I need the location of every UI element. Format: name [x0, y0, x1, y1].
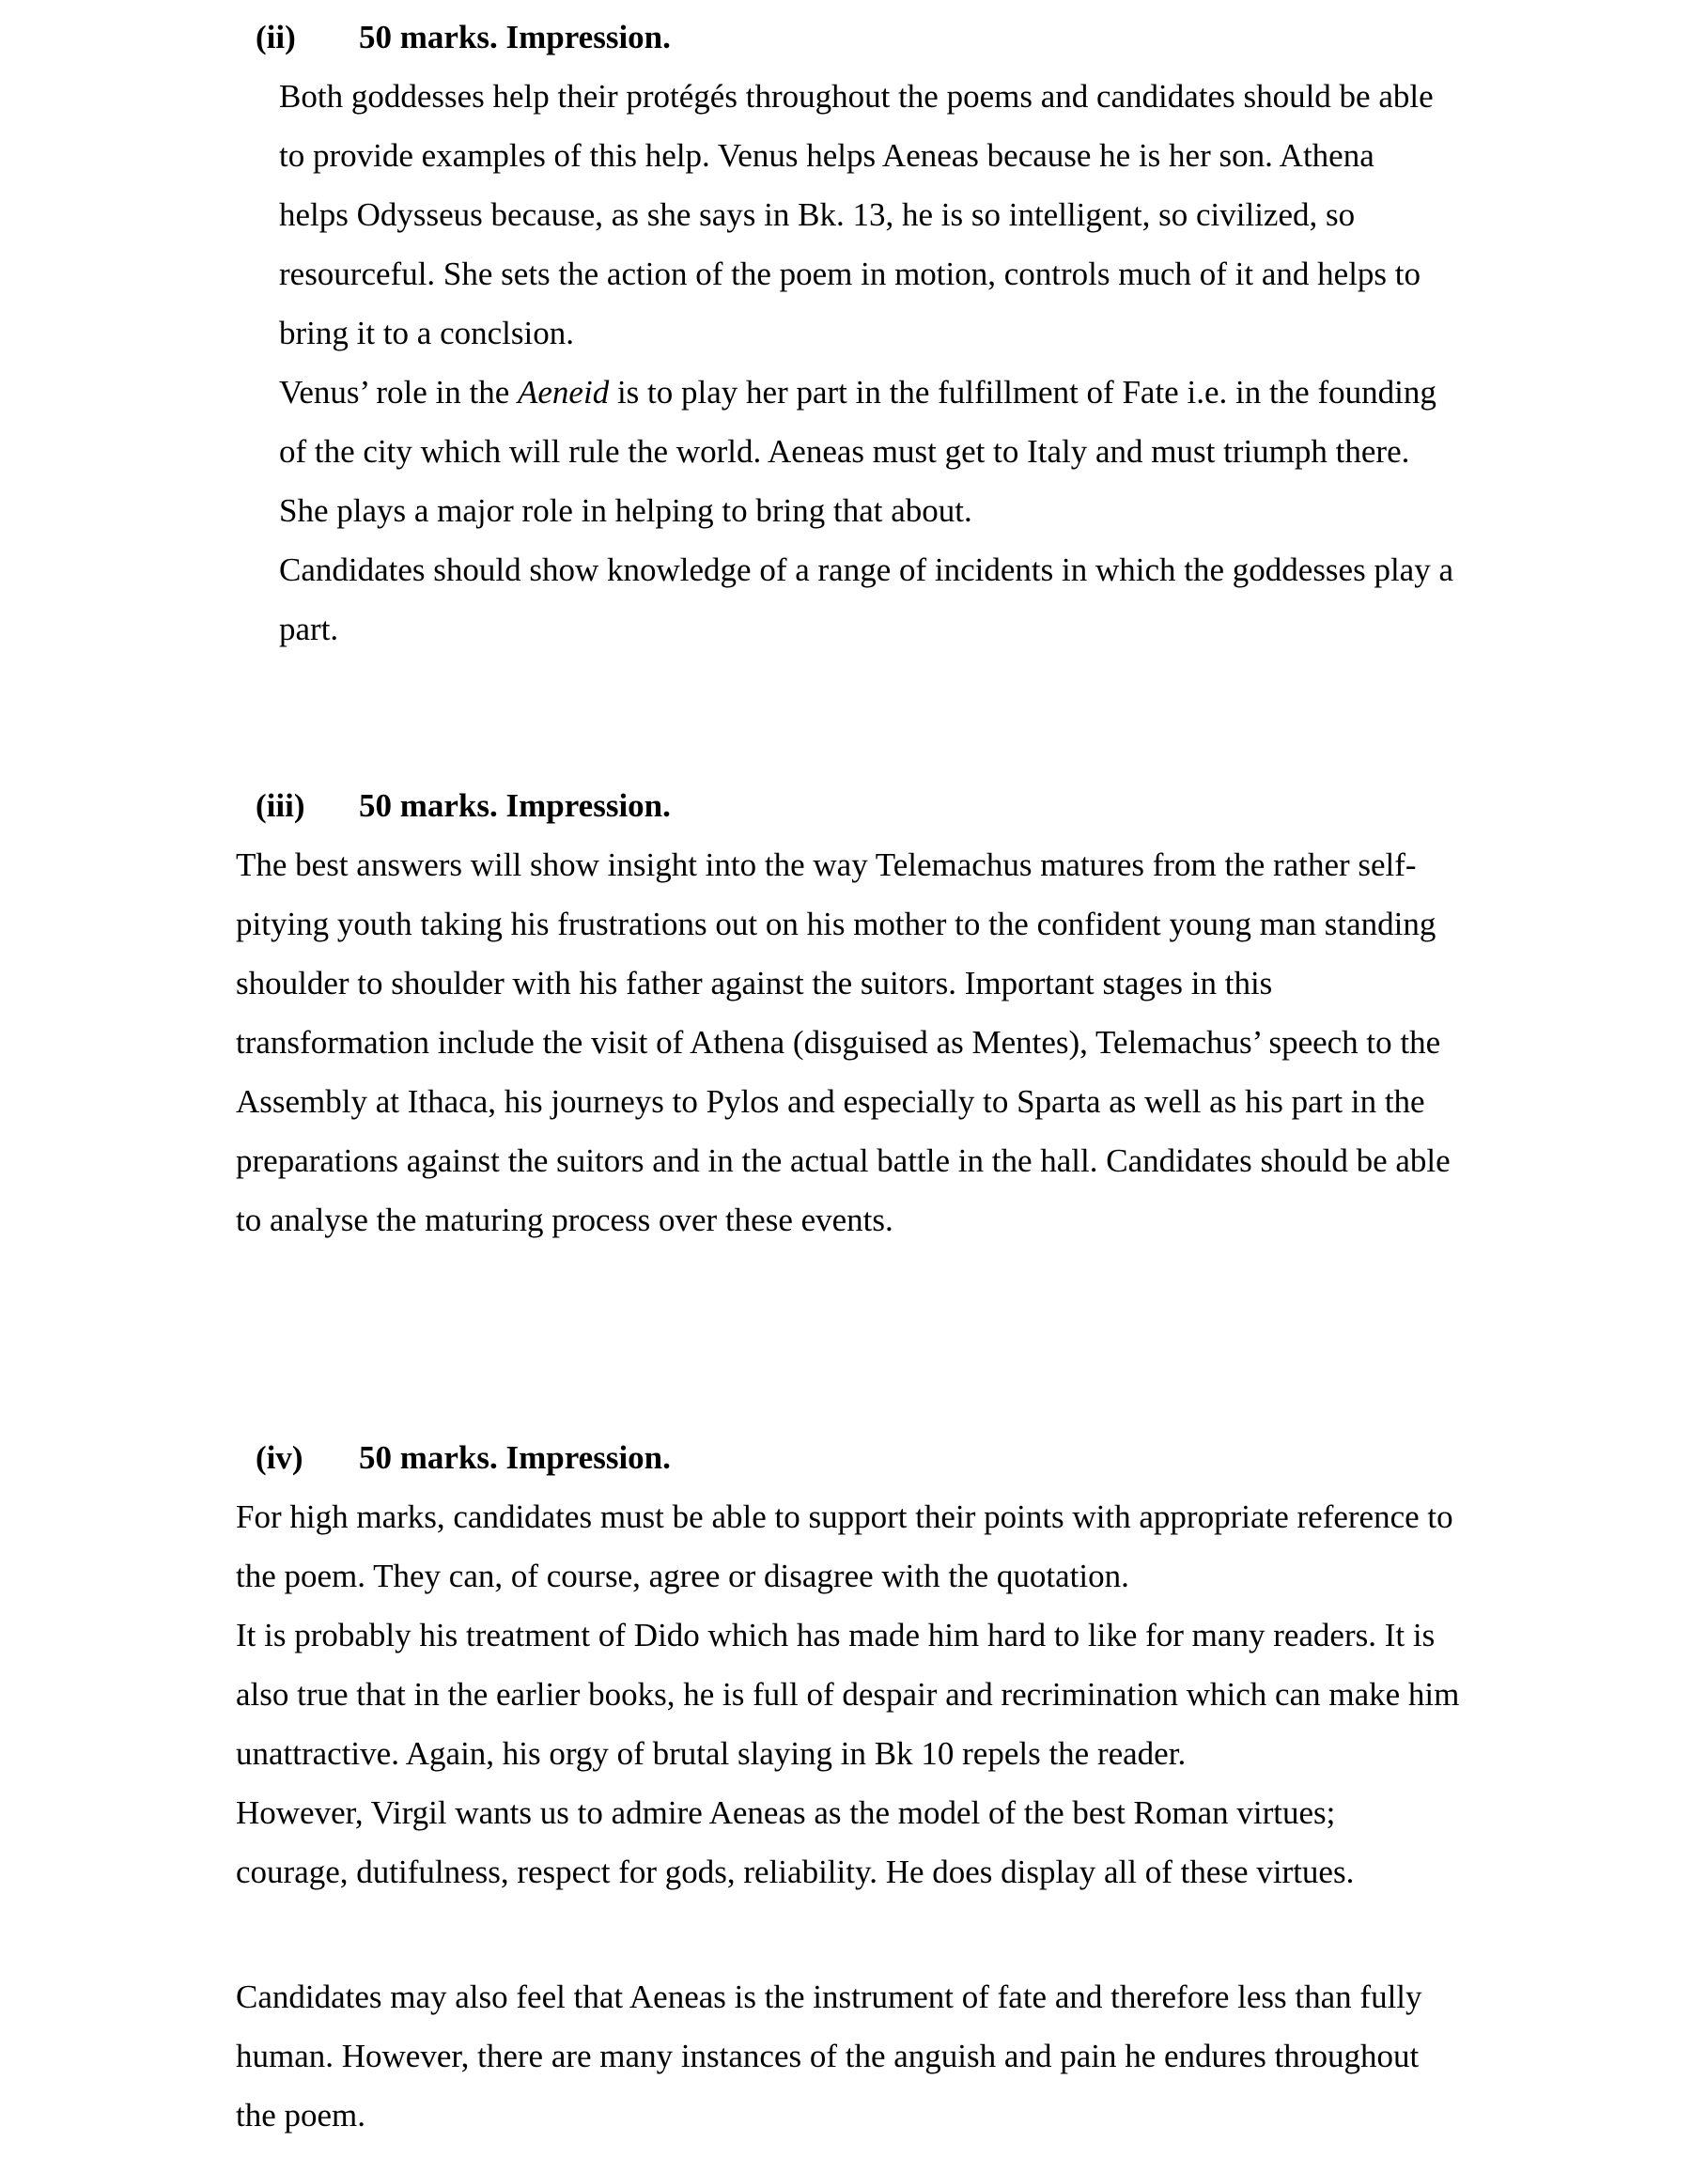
text-line: transformation include the visit of Athena (disguised as Mentes), Telemachus’ speech to the: [236, 1024, 1441, 1061]
section-iv-body-continued: [236, 1967, 1422, 2145]
text-line: helps Odysseus because, as she says in Bk. 13, he is so intelligent, so civilized, so: [279, 196, 1356, 233]
text-line: part.: [279, 611, 339, 647]
section-title: 50 marks. Impression.: [359, 1439, 671, 1476]
text-line: of the city which will rule the world. Aeneas must get to Italy and must triumph there.: [279, 433, 1410, 470]
italic-title: Aeneid: [518, 374, 610, 411]
text-line: human. However, there are many instances of the anguish and pain he endures throughout: [236, 2038, 1420, 2074]
text-line: preparations against the suitors and in the actual battle in the hall. Candidates should be able: [236, 1142, 1451, 1179]
text-line: Assembly at Ithaca, his journeys to Pylos and especially to Sparta as well as his part in the: [236, 1083, 1425, 1120]
text-line: to analyse the maturing process over these events.: [236, 1202, 893, 1238]
section-number: (iv): [256, 1439, 303, 1476]
text-line: The best answers will show insight into the way Telemachus matures from the rather self-: [236, 846, 1417, 883]
text-line: the poem.: [236, 2097, 366, 2134]
section-iv-heading: [256, 1428, 671, 1487]
section-ii-body: [279, 67, 1453, 659]
text-line: resourceful. She sets the action of the poem in motion, controls much of it and helps to: [279, 256, 1421, 292]
text-line: She plays a major role in helping to bring that about.: [279, 492, 972, 529]
section-iv-body: [236, 1487, 1459, 1901]
text-line: the poem. They can, of course, agree or disagree with the quotation.: [236, 1558, 1129, 1594]
text-line: unattractive. Again, his orgy of brutal slaying in Bk 10 repels the reader.: [236, 1735, 1187, 1772]
text-run: is to play her part in the fulfillment of Fate i.e. in the founding: [609, 374, 1436, 411]
text-run: Venus’ role in the: [279, 374, 519, 411]
text-line: to provide examples of this help. Venus helps Aeneas because he is her son. Athena: [279, 137, 1374, 174]
text-line: courage, dutifulness, respect for gods, reliability. He does display all of these virtues.: [236, 1854, 1355, 1890]
section-title: 50 marks. Impression.: [359, 787, 671, 824]
text-line: However, Virgil wants us to admire Aeneas as the model of the best Roman virtues;: [236, 1794, 1336, 1831]
text-line: For high marks, candidates must be able to support their points with appropriate reference to: [236, 1498, 1453, 1535]
text-line: pitying youth taking his frustrations out on his mother to the confident young man standing: [236, 906, 1436, 942]
text-line-venus: [279, 363, 1453, 422]
text-line: Candidates may also feel that Aeneas is the instrument of fate and therefore less than fully: [236, 1979, 1422, 2015]
section-iii-body: [236, 835, 1451, 1249]
text-line: bring it to a conclsion.: [279, 315, 574, 351]
text-line: shoulder to shoulder with his father against the suitors. Important stages in this: [236, 965, 1273, 1001]
section-iii-heading: [256, 776, 671, 835]
section-number: (iii): [256, 787, 305, 824]
section-number: (ii): [256, 19, 296, 55]
text-line: It is probably his treatment of Dido which has made him hard to like for many readers. It is: [236, 1617, 1436, 1653]
text-line: also true that in the earlier books, he is full of despair and recrimination which can make him: [236, 1676, 1460, 1713]
text-line: Both goddesses help their protégés throughout the poems and candidates should be able: [279, 78, 1434, 115]
text-line: Candidates should show knowledge of a range of incidents in which the goddesses play a: [279, 551, 1454, 588]
section-title: 50 marks. Impression.: [359, 19, 671, 55]
section-ii-heading: [256, 8, 671, 67]
